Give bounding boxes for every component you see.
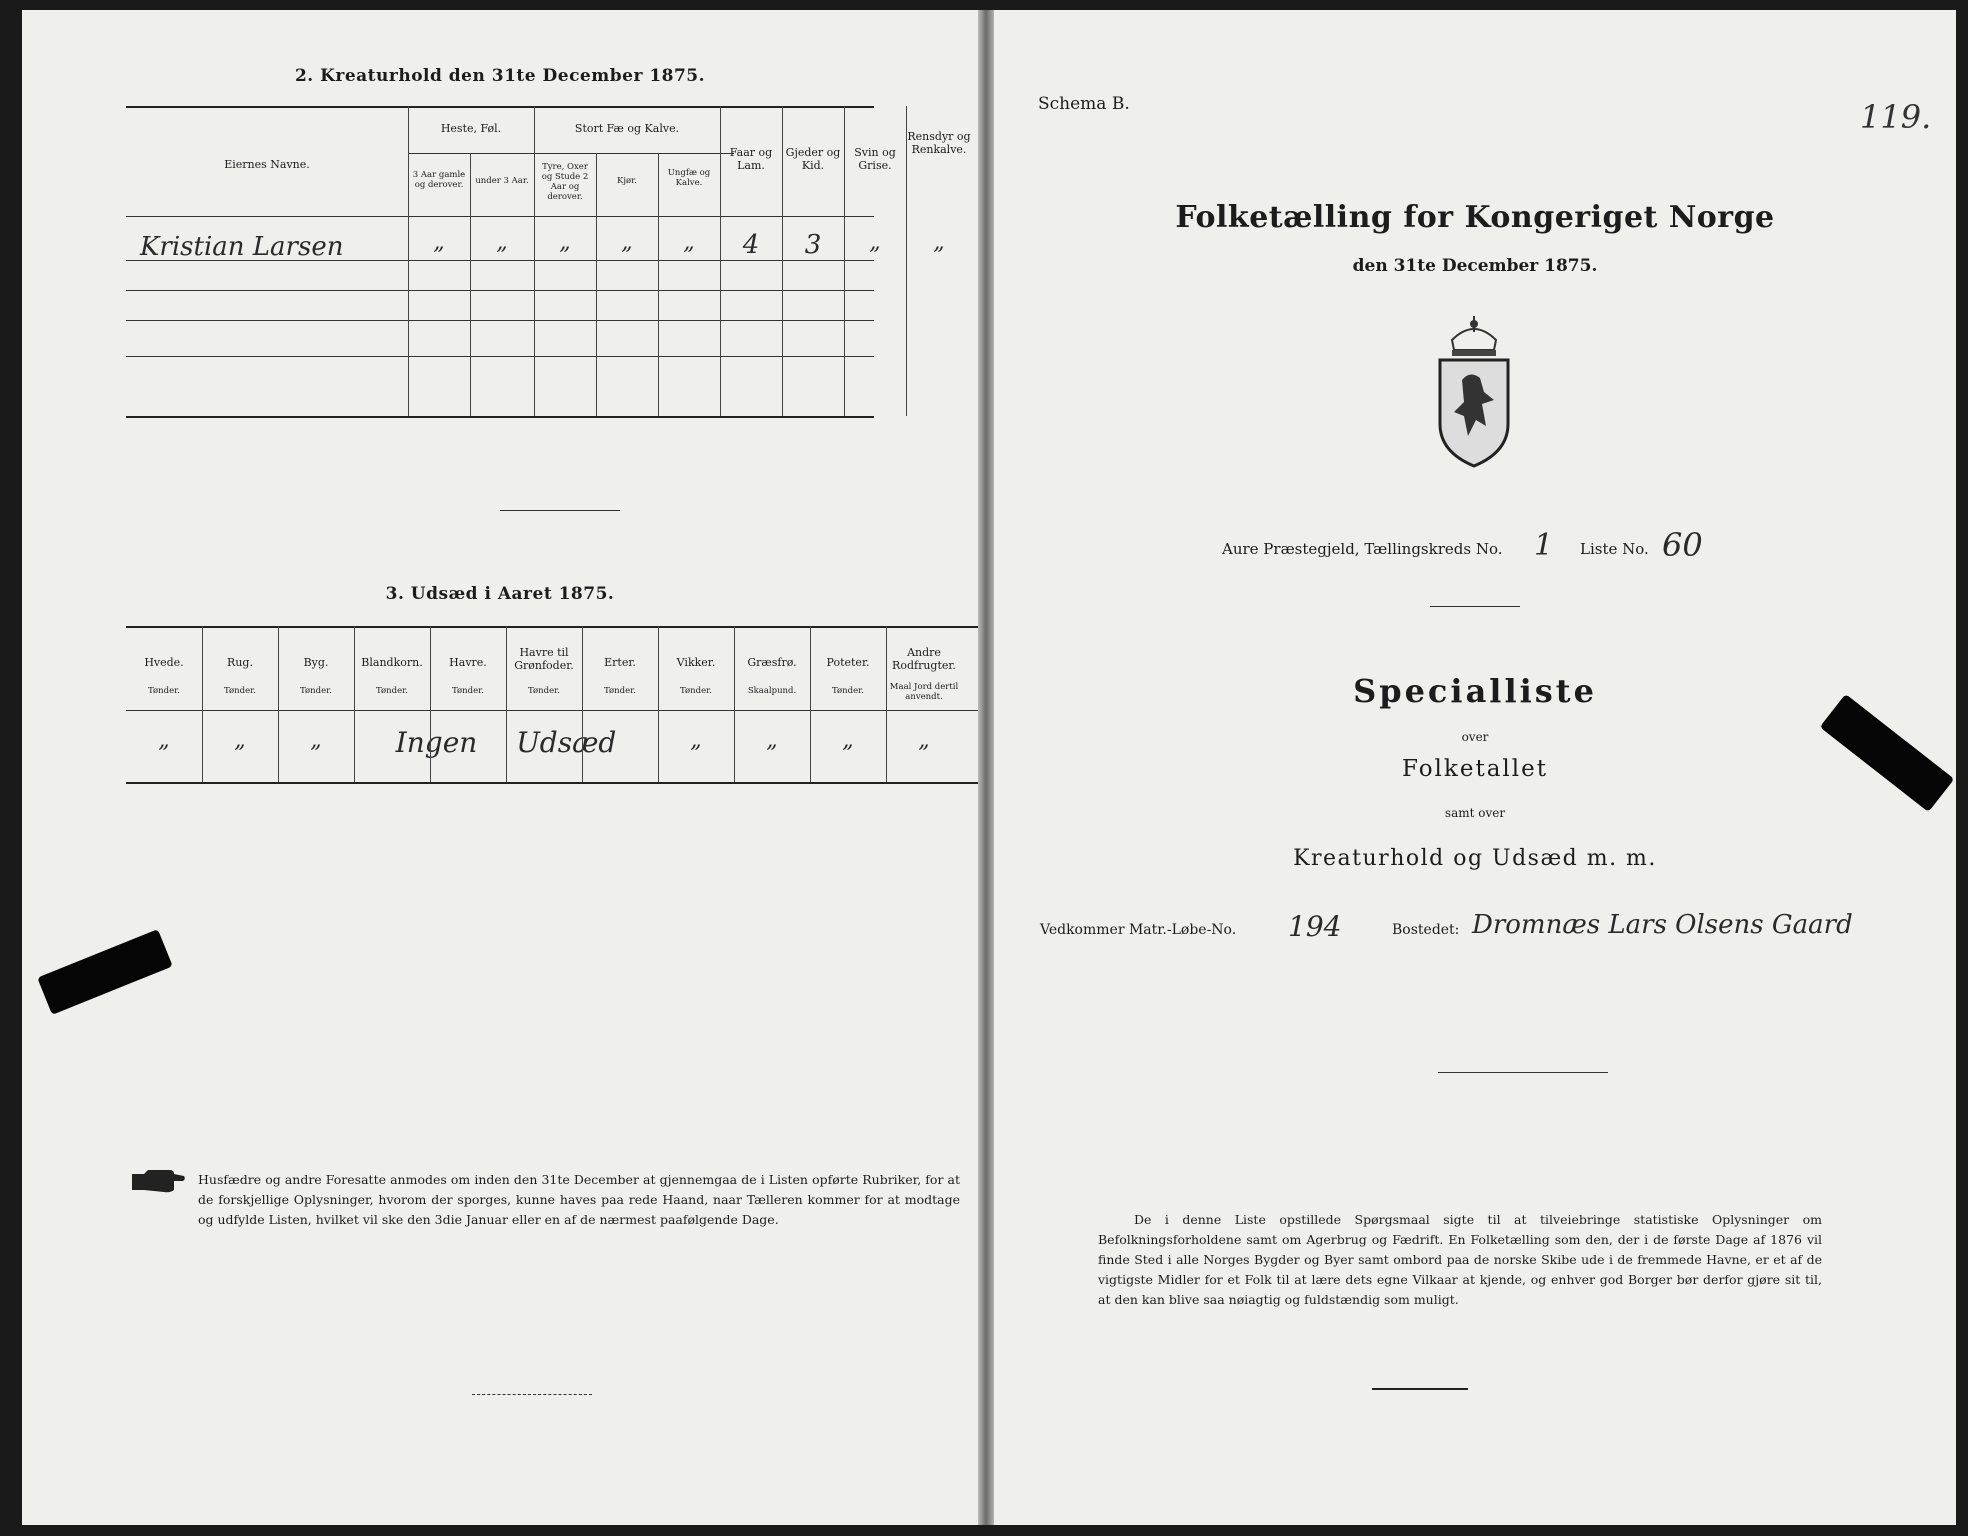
udsaed-unit: Tønder. [300, 686, 332, 696]
footer-paragraph: De i denne Liste opstillede Spørgsmaal sigte til at tilveiebringe statistiske Oplysninger om Befolkningsforholdene samt om Agerbrug og Fædrift. En Folketælling som den, der i de første Dage af 1876 vil finde Sted i alle Norges Bygder og Byer samt ombord paa de norske Skibe ude i de fremmede Havne, er et af de vigtigste Midler for et Folk til at lære dets egne Vilkaar at kjende, og enhver god Borger bør derfor gjøre sit til, at den kan blive saa nøiagtig og fuldstændig som muligt. [1098, 1212, 1822, 1307]
cell-stort1: „ [559, 230, 571, 255]
udsaed-header: Byg. [303, 656, 329, 669]
page-number: 119. [1860, 98, 1932, 136]
matr-number: 194 [1288, 910, 1342, 943]
separator [500, 510, 620, 511]
udsaed-ingen: Ingen Udsæd [395, 726, 617, 759]
table-rule [126, 290, 874, 291]
udsaed-header: Havre. [449, 656, 487, 669]
udsaed-unit: Tønder. [376, 686, 408, 696]
table-col-line [658, 626, 659, 782]
udsaed-unit: Tønder. [224, 686, 256, 696]
table-rule [534, 153, 734, 154]
separator [1430, 606, 1520, 607]
matr-label: Vedkommer Matr.-Løbe-No. [1040, 922, 1237, 938]
header-owner: Eiernes Navne. [224, 158, 310, 171]
udsaed-header: Rug. [227, 656, 253, 669]
udsaed-cell: „ [158, 728, 170, 753]
table-rule [126, 216, 874, 217]
bostedet-label: Bostedet: [1392, 922, 1460, 938]
left-page [22, 10, 978, 1525]
udsaed-cell: „ [918, 728, 930, 753]
owner-name: Kristian Larsen [140, 232, 344, 262]
udsaed-header: Hvede. [144, 656, 184, 669]
header-stort-sub3: Ungfæ og Kalve. [667, 168, 711, 188]
table-rule [126, 626, 978, 628]
table-col-line [810, 626, 811, 782]
udsaed-unit: Skaalpund. [747, 686, 797, 696]
cell-heste2: „ [496, 230, 508, 255]
table-col-line [534, 106, 535, 416]
header-svin: Svin og Grise. [854, 146, 896, 172]
udsaed-unit: Tønder. [604, 686, 636, 696]
notice-paragraph: Husfædre og andre Foresatte anmodes om inden den 31te December at gjennemgaa de i Listen opførte Rubriker, for at de forskjellige Oplysninger, hvorom der sporges, kunne haves paa rede Haand, naar Tælleren kommer for at modtage og udfylde Listen, hvilket vil ske den 3die Januar eller en af de nærmest paafølgende Dage. [198, 1172, 960, 1227]
header-heste: Heste, Føl. [440, 122, 502, 135]
udsaed-unit: Tønder. [148, 686, 180, 696]
over-text: over [1461, 730, 1489, 744]
table-col-line [202, 626, 203, 782]
table-rule [126, 710, 978, 711]
cell-stort3: „ [683, 230, 695, 255]
schema-label: Schema B. [1038, 94, 1130, 114]
separator [1372, 1388, 1468, 1390]
header-gjeder: Gjeder og Kid. [785, 146, 841, 172]
table-col-line [430, 626, 431, 782]
udsaed-header: Poteter. [826, 656, 870, 669]
table-rule [126, 320, 874, 321]
table-col-line [596, 153, 597, 416]
separator [1438, 1072, 1608, 1073]
liste-number: 60 [1662, 526, 1703, 564]
section-3-title: 3. Udsæd i Aaret 1875. [385, 584, 615, 604]
udsaed-unit: Tønder. [680, 686, 712, 696]
document-title: Folketælling for Kongeriget Norge [1175, 200, 1775, 235]
table-col-line [782, 106, 783, 416]
udsaed-cell: „ [842, 728, 854, 753]
table-col-line [278, 626, 279, 782]
table-rule [408, 153, 548, 154]
table-col-line [720, 106, 721, 416]
cell-faar: 4 [742, 230, 760, 260]
table-rule [126, 106, 874, 108]
kreds-number: 1 [1534, 528, 1554, 563]
table-col-line [582, 626, 583, 782]
header-stort: Stort Fæ og Kalve. [574, 122, 680, 135]
bostedet-value: Dromnæs Lars Olsens Gaard [1472, 910, 1853, 940]
pointing-hand-icon [130, 1168, 186, 1194]
header-heste-sub2: under 3 Aar. [475, 176, 529, 186]
udsaed-header: Andre Rodfrugter. [892, 646, 956, 672]
udsaed-header: Havre til Grønfoder. [514, 646, 574, 672]
header-heste-sub1: 3 Aar gamle og derover. [412, 170, 466, 190]
section-2-title: 2. Kreaturhold den 31te December 1875. [294, 66, 706, 86]
cell-heste1: „ [433, 230, 445, 255]
table-col-line [470, 153, 471, 416]
cell-rensdyr: „ [933, 230, 945, 255]
coat-of-arms-icon [1424, 316, 1524, 470]
table-rule [126, 416, 874, 418]
liste-label: Liste No. [1580, 540, 1649, 558]
cell-svin: „ [869, 230, 881, 255]
table-rule [126, 356, 874, 357]
udsaed-unit: Tønder. [452, 686, 484, 696]
udsaed-header: Erter. [604, 656, 636, 669]
udsaed-unit: Maal Jord dertil anvendt. [889, 682, 959, 702]
udsaed-cell: „ [310, 728, 322, 753]
prestegjeld-label: Aure Præstegjeld, Tællingskreds No. [1222, 540, 1503, 558]
table-rule [126, 782, 978, 784]
table-col-line [844, 106, 845, 416]
right-page [994, 10, 1956, 1525]
table-col-line [734, 626, 735, 782]
udsaed-cell: „ [766, 728, 778, 753]
book-gutter [978, 10, 994, 1525]
folketallet-title: Folketallet [1402, 756, 1548, 782]
table-col-line [658, 153, 659, 416]
kreaturhold-title: Kreaturhold og Udsæd m. m. [1293, 846, 1657, 871]
udsaed-unit: Tønder. [528, 686, 560, 696]
cell-gjeder: 3 [804, 230, 822, 260]
separator [472, 1394, 592, 1395]
cell-stort2: „ [621, 230, 633, 255]
header-stort-sub2: Kjør. [617, 176, 637, 186]
header-faar: Faar og Lam. [729, 146, 773, 172]
udsaed-cell: „ [690, 728, 702, 753]
table-col-line [408, 106, 409, 416]
samt-over-text: samt over [1444, 806, 1506, 820]
udsaed-unit: Tønder. [832, 686, 864, 696]
udsaed-header: Blandkorn. [361, 656, 423, 669]
document-subtitle: den 31te December 1875. [1352, 256, 1598, 276]
udsaed-cell: „ [234, 728, 246, 753]
header-stort-sub1: Tyre, Oxer og Stude 2 Aar og derover. [541, 162, 589, 202]
specialliste-title: Specialliste [1353, 672, 1597, 710]
table-col-line [354, 626, 355, 782]
header-rensdyr: Rensdyr og Renkalve. [907, 130, 971, 156]
udsaed-header: Vikker. [676, 656, 716, 669]
udsaed-header: Græsfrø. [747, 656, 797, 669]
